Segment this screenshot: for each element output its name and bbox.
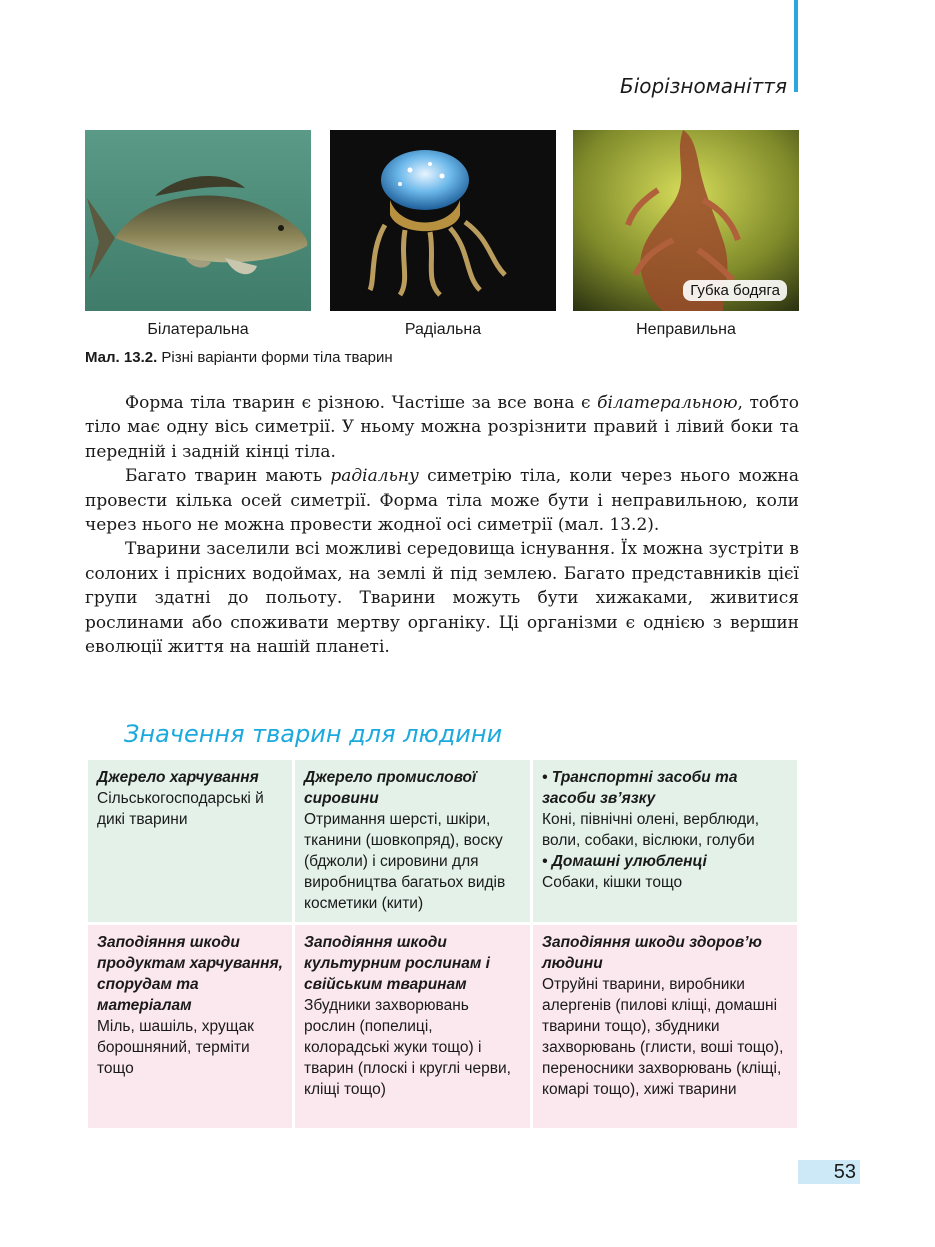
- figure-caption-text: Різні варіанти форми тіла тварин: [161, 349, 393, 366]
- caption-bilateral: Білатеральна: [147, 321, 249, 338]
- running-header: Біорізноманіття: [619, 74, 787, 98]
- cell-transport-and-pets: • Транспортні засоби та засоби зв’язку Коні, північні олені, верблюди, воли, собаки, віслюки, голуби • Домашні улюбленці Собаки, кішки тощо: [533, 760, 797, 922]
- page-number: 53: [798, 1160, 860, 1184]
- body-text: [85, 391, 799, 659]
- cell-damage-human-health: Заподіяння шкоди здоров’ю людини Отруйні тварини, виробники алергенів (пилові кліщі, домашні тварини тощо), збудники захворювань (глисти, воші тощо), переносники захворювань (кліщі, комарі тощо), хижі тварини: [533, 925, 797, 1128]
- cell-damage-food-buildings: Заподіяння шкоди продуктам харчування, спорудам та матеріалам Міль, шашіль, хрущак борошняний, терміти тощо: [88, 925, 292, 1128]
- figure-number: Мал. 13.2.: [85, 349, 158, 366]
- section-heading: Значення тварин для людини: [124, 720, 503, 748]
- jellyfish-photo: [330, 130, 556, 311]
- cell-food-source: Джерело харчування Сільськогосподарські й дикі тварини: [88, 760, 292, 922]
- header-accent-bar: [794, 0, 798, 92]
- caption-radial: Радіальна: [404, 321, 482, 338]
- caption-irregular: Неправильна: [636, 321, 736, 338]
- cell-industrial-raw-materials: Джерело промислової сировини Отримання шерсті, шкіри, тканини (шовкопряд), воску (бджоли) і сировини для виробництва багатьох видів косметики (кити): [295, 760, 530, 922]
- paragraph-1: Форма тіла тварин є різною. Частіше за все вона є білатеральною, тобто тіло має одну вісь симетрії. У ньому можна розрізнити правий і лівий боки та передній і задній кінці тіла.: [85, 393, 799, 462]
- paragraph-3: Тварини заселили всі можливі середовища існування. Їх можна зустріти в солоних і прісних водоймах, на землі й під землею. Багато представників цієї групи здатні до польоту. Тварини можуть бути хижаками, живитися рослинами або споживати мертву органіку. Ці організми є однією з вершин еволюції життя на нашій планеті.: [85, 539, 799, 658]
- cell-damage-plants-animals: Заподіяння шкоди культурним рослинам і свійським тваринам Збудники захворювань рослин (попелиці, колорадські жуки тощо) і тварин (плоскі і круглі черви, кліщі тощо): [295, 925, 530, 1128]
- figure-caption: [85, 349, 393, 366]
- paragraph-2: Багато тварин мають радіальну симетрію тіла, коли через нього можна провести кілька осей симетрії. Форма тіла може бути і неправильною, коли через нього не можна провести жодної осі симетрії (мал. 13.2).: [85, 466, 799, 536]
- sponge-photo: [573, 130, 799, 311]
- carp-photo: [85, 130, 311, 311]
- sponge-photo-label: Губка бодяга: [683, 280, 787, 301]
